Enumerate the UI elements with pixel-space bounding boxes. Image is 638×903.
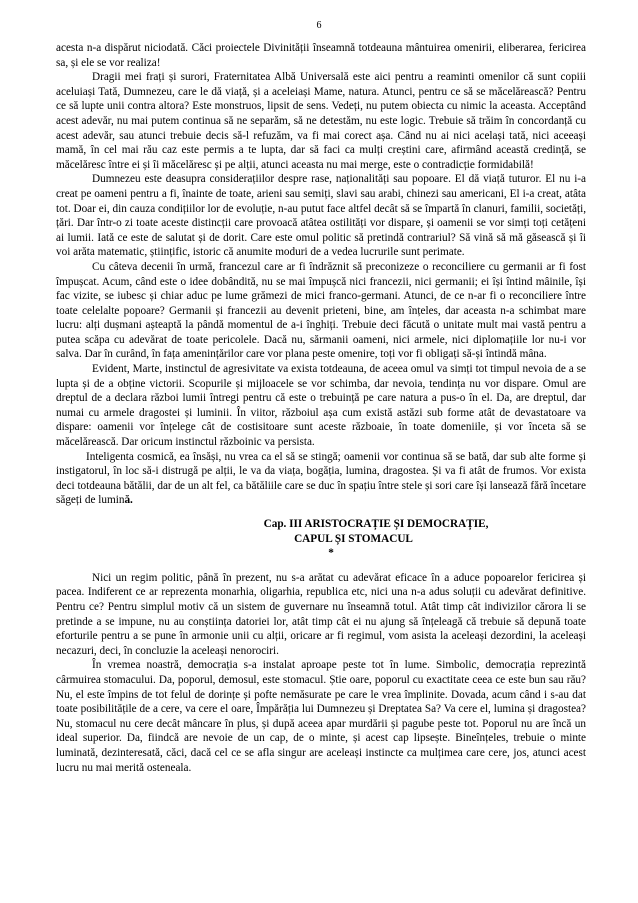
document-body — [56, 41, 586, 775]
paragraph-3: Dumnezeu este deasupra considerațiilor despre rase, naționalități sau popoare. El dă viață tuturor. El nu i-a creat pe oameni pentru a fi, înainte de toate, arieni sau semiți, slavi sau arabi, chinezi sau americani, El i-a creat, atâta tot. Doar ei, din cauza condițiilor lor de evoluție, n-au putut face altfel decât să se împartă în clanuri, familii, societăți, țări. Dar într-o zi toate aceste distincții care provoacă atâtea ostilități vor dispare, și oamenii se vor simți toți cetățeni ai lumii. Iată ce este de salutat și de dorit. Care este omul politic să pretindă contrariul? Să vină să mă găsească și îi voi arăta matematic, științific, istoric că anumite moduri de a vedea lucrurile sunt perimate. — [56, 173, 586, 259]
page-number: 6 — [316, 20, 322, 31]
chapter-title: Cap. III ARISTOCRAȚIE ȘI DEMOCRAȚIE, — [263, 518, 489, 530]
paragraph-1: acesta n-a dispărut niciodată. Căci proiectele Divinității înseamnă totdeauna mântuirea omenirii, eliberarea, fericirea sa, și ele se vor realiza! — [56, 42, 586, 69]
paragraph-7: Nici un regim politic, până în prezent, nu s-a arătat cu adevărat eficace în a aduce popoarelor fericirea și pacea. Indiferent ce ar reprezenta monarhia, oligarhia, republica etc, nici una n-a adus soluții cu adevărat definitive. Pentru ce? Pentru simplul motiv că un sistem de guvernare nu înseamnă totul. Atât timp cât indivizilor cărora li se pretinde a se impune, nu au conștiința datoriei lor, atât timp cât ei nu ajung să înțeleagă că trebuie să depună toate eforturile pentru a se pune în armonie unii cu alții, oricare ar fi regimul, vom asista la aceleași dezordini, la aceleași necazuri, deci, în concluzie la aceleași nenorociri. — [56, 571, 586, 657]
paragraph-5: Evident, Marte, instinctul de agresivitate va exista totdeauna, de aceea omul va simți tot timpul nevoia de a se lupta și de a obține victorii. Scopurile și mijloacele se vor schimba, dar nevoia, tendința nu vor dispare. Omul are dreptul de a declara război lumii întregi pentru că este o trebuință pe care natura a pus-o în el. Da, are dreptul, dar numai cu armele dragostei și luminii. În viitor, războiul așa cum există astăzi sub forme atât de devastatoare va dispare: oamenii vor înțelege cât de costisitoare sunt aceste războaie, în toate domeniile, și vor înceta să se măcelărească. Dar oricum instinctul războinic va persista. — [56, 363, 586, 449]
paragraph-6-bold-end: ă. — [124, 494, 133, 507]
chapter-separator: * — [328, 547, 334, 560]
paragraph-4: Cu câteva decenii în urmă, francezul care ar fi îndrăznit să preconizeze o reconciliere cu germanii ar fi fost împușcat. Acum, când este o idee dobândită, nu se mai împușcă nici francezii, nici germanii; ei își întind mâinile, își fac vizite, se iubesc și chiar aduc pe lume grămezi de mici franco-germani. Atunci, de ce n-ar fi o reconciliere între toate celelalte popoare? Germanii și francezii au devenit prieteni, bine, am înțeles, dar aceasta n-a schimbat mare lucru: alți dușmani așteaptă la pândă momentul de a-i înghiți. Trebuie deci făcută o unitate mult mai vastă pentru a putea scăpa cu adevărat de toate pericolele. Dacă nu, sărmanii oameni, nici armele, nici diplomațiile lor nu-i vor salva. Dar în curând, în fața amenințărilor care vor plana peste omenire, toți vor fi obligați să-și întindă mâna. — [56, 260, 586, 361]
paragraph-6 — [56, 450, 586, 508]
paragraph-6-text: Inteligenta cosmică, ea însăși, nu vrea ca el să se stingă; oamenii vor continua să se bată, dar sub alte forme și instigatorul, în loc să-i distrugă pe alții, le va da viața, bogăția, lumina, dragostea. Și va fi atât de frumos. Vor exista deci totdeauna bătălii, dar de un alt fel, ca bătăliile care se duc în spațiu între stele și sori care își lansează fără încetare săgeți de lumin — [56, 450, 586, 507]
paragraph-8: În vremea noastră, democrația s-a instalat aproape peste tot în lume. Simbolic, democrația reprezintă cârmuirea stomacului. Da, poporul, demosul, este stomacul. Știe oare, poporul cu exactitate ceea ce este bun sau rău? Nu, el este împins de tot felul de dorințe și pofte nemăsurate pe care le vrea împlinite. Dovada, acum când i s-au dat toate posibilitățile de a cere, va cere el oare, Împărăția lui Dumnezeu și Dreptatea Sa? Va cere el, lumina și dragostea? Nu, stomacul nu cere decât mâncare în plus, și după aceea apar murdării și pagube peste tot. Poporul nu are încă un ideal superior. Da, fiindcă are nevoie de un cap, de o minte, și acest cap lipsește. Bineînțeles, trebuie o minte luminată, dezinteresată, căci, dacă cel ce se afla singur are aceleași instincte ca mulțimea care cere, jos, atunci acest lucru nu mai merită osteneala. — [56, 659, 586, 774]
paragraph-2: Dragii mei frați și surori, Fraternitatea Albă Universală este aici pentru a reaminti omenilor că sunt copiii aceluiași Tată, Dumnezeu, care le dă viață, și a aceleiași Mame, natura. Atunci, pentru ce să se măcelărească? Pentru ce să lupte unii contra altora? Este monstruos, lipsit de sens. Vedeți, nu putem obiecta cu nimic la aceasta. Acceptând acest adevăr, nu mai putem continua să ne separăm, să ne detestăm, nu este logic. Trebuie să trăim în concordanță cu acest adevăr, sau atunci trebuie decis să-l refuzăm, va fi mai corect așa. Când nu ai nici același tată, nici aceeași mamă, în cel mai rău caz este permis a te lupta, dar să faci ca mulți creștini care, afirmând această credință, se măcelăresc între ei și îi măcelăresc și pe alții, atunci aceasta nu mai merge, este o contradicție formidabilă! — [56, 71, 586, 171]
chapter-heading — [56, 517, 586, 561]
chapter-subtitle: CAPUL ȘI STOMACUL — [294, 532, 413, 545]
